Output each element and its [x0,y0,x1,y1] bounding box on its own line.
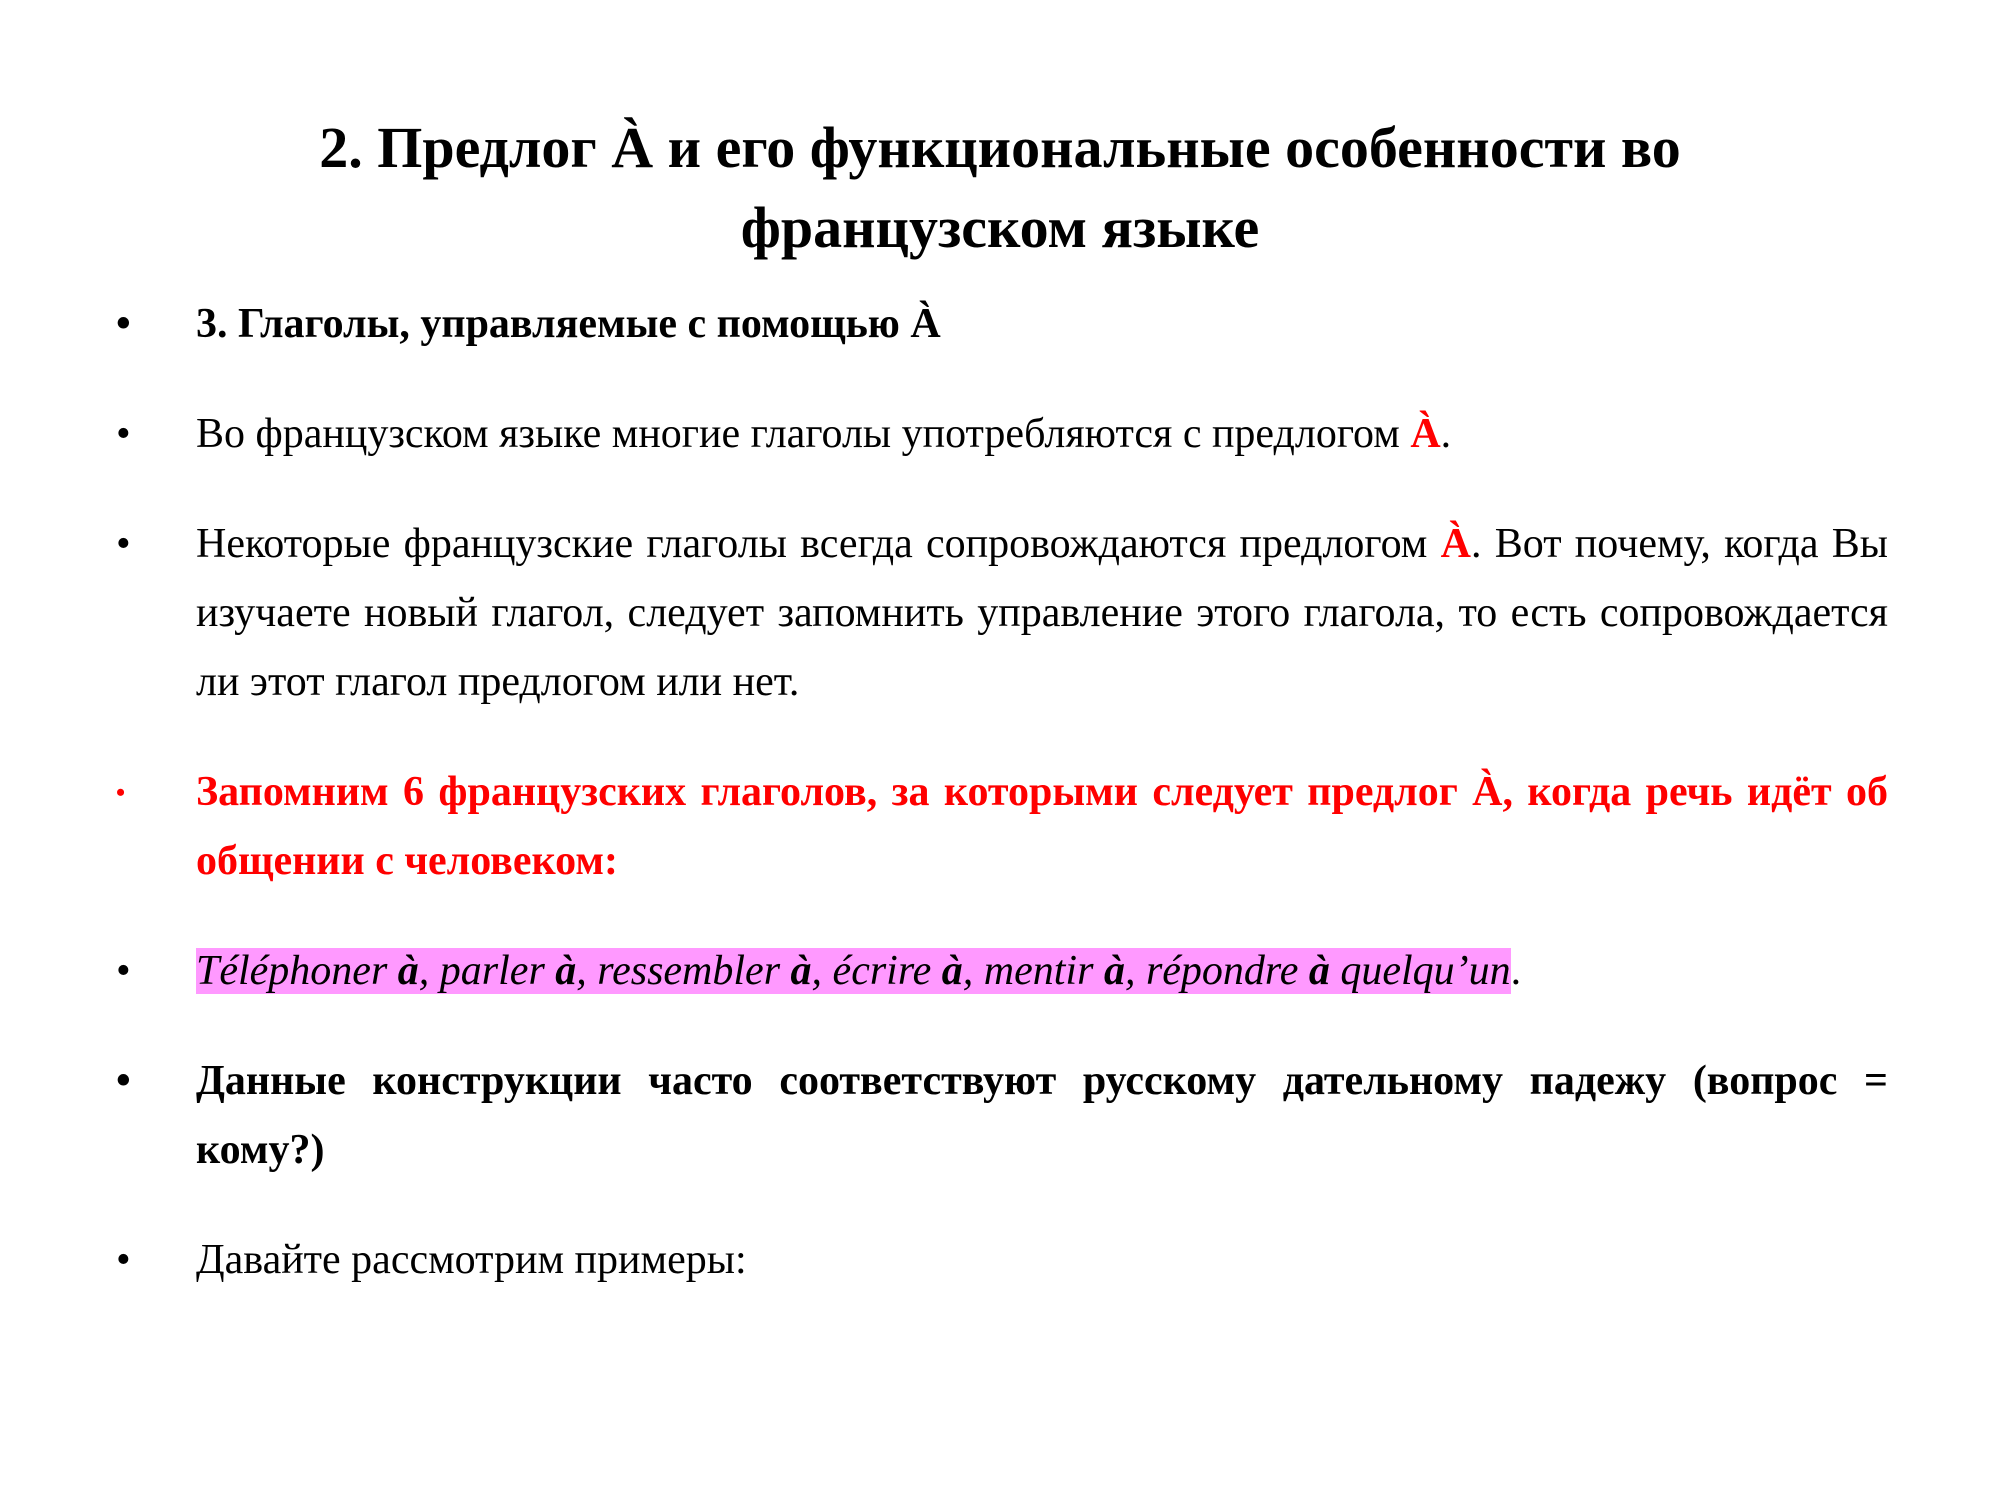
verb-preposition: à [555,948,577,994]
bullet-item-remember-six [116,758,1888,896]
bullet-text: Во французском языке многие глаголы употребляются с предлогом [196,411,1411,457]
separator: , [576,948,598,994]
bullet-item-verb-list [116,937,1888,1006]
bullet-item-dative-case [116,1047,1888,1185]
highlighted-verb-list [196,948,1511,994]
preposition-accent: À [1410,411,1441,457]
bullet-dot: • [116,521,131,567]
verb-object: quelqu’un [1340,948,1511,994]
verb: ressembler [597,948,781,994]
bullet-text: Давайте рассмотрим примеры: [196,1237,747,1283]
verb: mentir [983,948,1094,994]
separator: , [1124,948,1146,994]
bullet-text: Некоторые французские глаголы всегда сопровождаются предлогом [196,521,1441,567]
verb: répondre [1145,948,1299,994]
bullet-item-examples [116,1226,1888,1295]
verb: écrire [832,948,932,994]
bullet-dot: • [116,411,131,457]
separator: , [418,948,440,994]
bullet-text-end: . [1440,411,1452,457]
slide-title: 2. Предлог À и его функциональные особенности во французском языке [319,115,1681,260]
bullet-item-many-verbs [116,400,1888,469]
verb-preposition: à [397,948,419,994]
verb-preposition: à [790,948,812,994]
bullet-text: 3. Глаголы, управляемые с помощью À [196,301,941,347]
bullet-text-end: . Вот почему, когда Вы изучаете новый глагол, следует запомнить управление этого глагола, то есть сопровождается ли этот глагол предлогом или нет. [196,521,1889,705]
bullet-item-verbs-heading [116,290,1888,359]
bullet-dot: • [116,301,131,347]
separator: , [962,948,984,994]
verb: parler [439,948,545,994]
verb-preposition: à [941,948,963,994]
verb-preposition: à [1103,948,1125,994]
separator: , [811,948,833,994]
bullet-dot: • [116,778,126,807]
bullet-text-end: . [1510,948,1522,994]
bullet-item-some-verbs [116,510,1888,717]
bullet-text: Данные конструкции часто соответствуют русскому дательному падежу (вопрос = кому?) [196,1058,1888,1173]
preposition-accent: À [1440,521,1471,567]
bullet-list [116,290,1888,1295]
verb-preposition: à [1308,948,1330,994]
bullet-text: Запомним 6 французских глаголов, за которыми следует предлог À, когда речь идёт об общении с человеком: [196,769,1888,884]
bullet-dot: • [116,1237,131,1283]
bullet-dot: • [116,1058,131,1104]
bullet-dot: • [116,948,131,994]
verb: Téléphoner [196,948,388,994]
